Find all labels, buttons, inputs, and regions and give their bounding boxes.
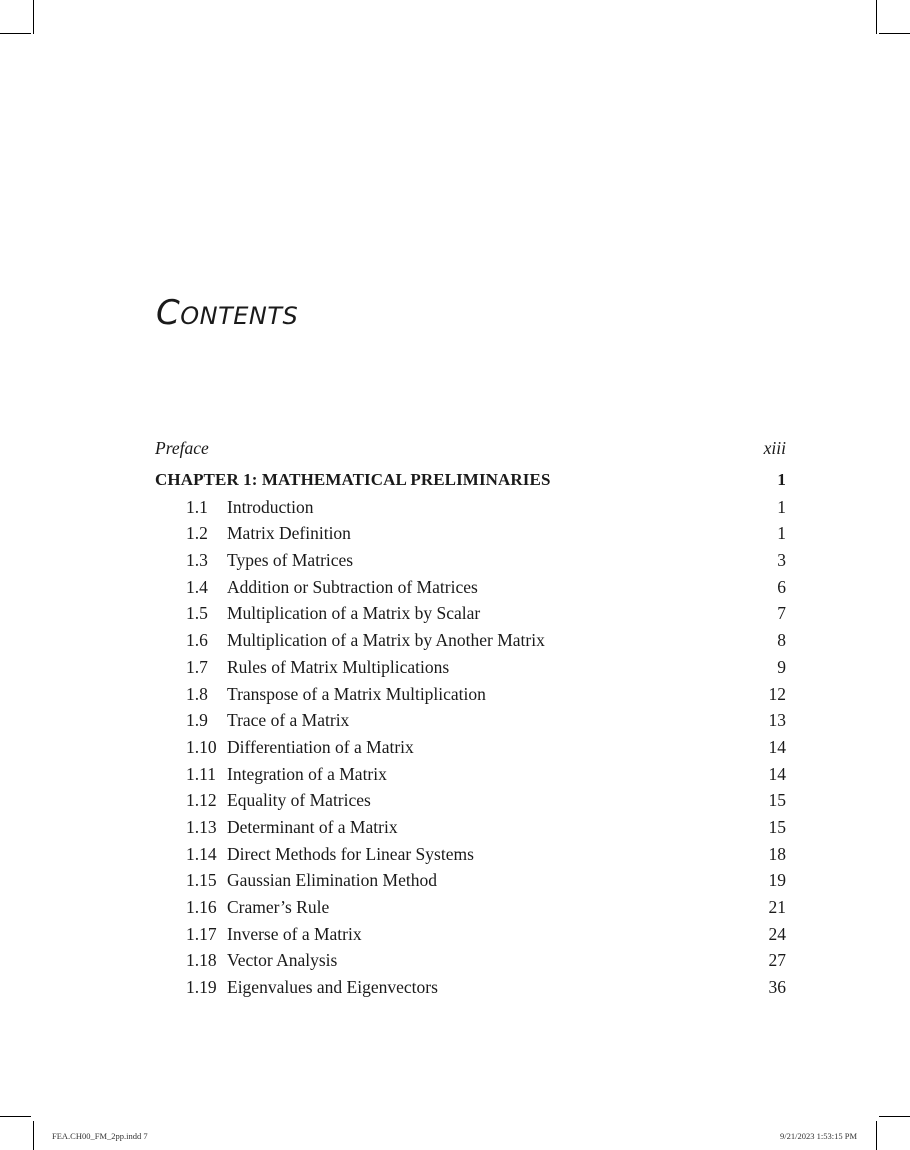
toc-section-title: Integration of a Matrix [227,763,387,784]
toc-section-entry[interactable] [155,547,786,574]
toc-section-title: Transpose of a Matrix Multiplication [227,683,486,704]
crop-mark-bottom-right-horizontal [879,1116,910,1117]
toc-section-number: 1.2 [186,523,208,544]
toc-section-number: 1.6 [186,630,208,651]
toc-section-entry[interactable] [155,947,786,974]
toc-section-page: 1 [777,523,786,544]
toc-section-number: 1.19 [186,977,217,998]
toc-chapter-entry[interactable] [155,467,786,494]
toc-section-entry[interactable] [155,520,786,547]
toc-section-number: 1.5 [186,603,208,624]
toc-section-title: Inverse of a Matrix [227,923,362,944]
toc-section-number: 1.1 [186,496,208,517]
toc-section-number: 1.3 [186,550,208,571]
toc-section-page: 27 [768,950,786,971]
toc-section-entry[interactable] [155,654,786,681]
toc-section-title: Addition or Subtraction of Matrices [227,576,478,597]
page-title: Contents [156,293,299,333]
toc-section-title: Multiplication of a Matrix by Scalar [227,603,481,624]
toc-section-entry[interactable] [155,787,786,814]
table-of-contents [155,436,786,1001]
toc-section-number: 1.15 [186,870,217,891]
crop-mark-bottom-left-vertical [33,1121,34,1150]
toc-section-number: 1.14 [186,843,217,864]
toc-section-title: Multiplication of a Matrix by Another Matrix [227,630,545,651]
toc-section-page: 12 [768,683,786,704]
toc-section-title: Introduction [227,496,314,517]
toc-section-page: 15 [768,790,786,811]
toc-section-entry[interactable] [155,921,786,948]
toc-section-title: Determinant of a Matrix [227,816,398,837]
toc-section-number: 1.16 [186,897,217,917]
toc-section-page: 14 [768,736,786,757]
toc-section-entry[interactable] [155,814,786,841]
toc-section-title: Equality of Matrices [227,790,371,811]
toc-section-page: 21 [768,897,786,917]
toc-section-page: 24 [768,923,786,944]
toc-section-entry[interactable] [155,494,786,521]
toc-section-number: 1.10 [186,736,217,757]
toc-section-number: 1.11 [186,763,216,784]
toc-section-entry[interactable] [155,841,786,868]
crop-mark-top-left-horizontal [0,33,31,34]
crop-mark-bottom-right-vertical [876,1121,877,1150]
toc-section-title: Direct Methods for Linear Systems [227,843,474,864]
toc-section-number: 1.4 [186,576,208,597]
toc-section-entry[interactable] [155,867,786,894]
toc-section-entry[interactable] [155,574,786,601]
crop-mark-top-right-vertical [876,0,877,34]
toc-section-title: Vector Analysis [227,950,338,971]
toc-section-page: 18 [768,843,786,864]
toc-section-number: 1.9 [186,710,208,731]
toc-preface-entry[interactable] [155,436,786,467]
toc-section-page: 9 [777,656,786,677]
toc-section-page: 36 [768,977,786,998]
toc-section-entry[interactable] [155,600,786,627]
toc-section-title: Types of Matrices [227,550,354,571]
toc-section-title: Rules of Matrix Multiplications [227,656,450,677]
toc-section-title: Matrix Definition [227,523,351,544]
toc-preface-page: xiii [763,438,786,458]
toc-section-title: Differentiation of a Matrix [227,736,414,757]
toc-section-page: 15 [768,816,786,837]
toc-section-page: 6 [777,576,786,597]
toc-section-entry[interactable] [155,734,786,761]
toc-section-page: 1 [777,496,786,517]
toc-section-page: 7 [777,603,786,624]
toc-section-number: 1.17 [186,923,217,944]
crop-mark-bottom-left-horizontal [0,1116,31,1117]
toc-section-title: Eigenvalues and Eigenvectors [227,977,438,998]
toc-section-number: 1.13 [186,816,217,837]
toc-section-number: 1.12 [186,790,217,811]
toc-section-number: 1.18 [186,950,217,971]
toc-section-page: 13 [768,710,786,731]
crop-mark-top-left-vertical [33,0,34,34]
toc-chapter-label: CHAPTER 1: MATHEMATICAL PRELIMINARIES [155,470,551,489]
toc-section-entry[interactable] [155,707,786,734]
print-slug-file: FEA.CH00_FM_2pp.indd 7 [52,1131,148,1141]
print-slug-timestamp: 9/21/2023 1:53:15 PM [780,1131,857,1141]
toc-chapter-page: 1 [777,470,786,489]
toc-section-entry[interactable] [155,627,786,654]
toc-section-number: 1.7 [186,656,208,677]
toc-section-title: Cramer’s Rule [227,897,330,917]
toc-section-title: Trace of a Matrix [227,710,350,731]
toc-section-page: 14 [768,763,786,784]
toc-section-page: 8 [777,630,786,651]
toc-section-entry[interactable] [155,681,786,708]
toc-section-page: 19 [768,870,786,891]
toc-preface-label: Preface [155,438,209,458]
toc-section-title: Gaussian Elimination Method [227,870,437,891]
toc-section-number: 1.8 [186,683,208,704]
toc-section-entry[interactable] [155,974,786,1001]
toc-section-entry[interactable] [155,761,786,788]
crop-mark-top-right-horizontal [879,33,910,34]
toc-section-entry[interactable] [155,894,786,921]
toc-section-page: 3 [777,550,786,571]
